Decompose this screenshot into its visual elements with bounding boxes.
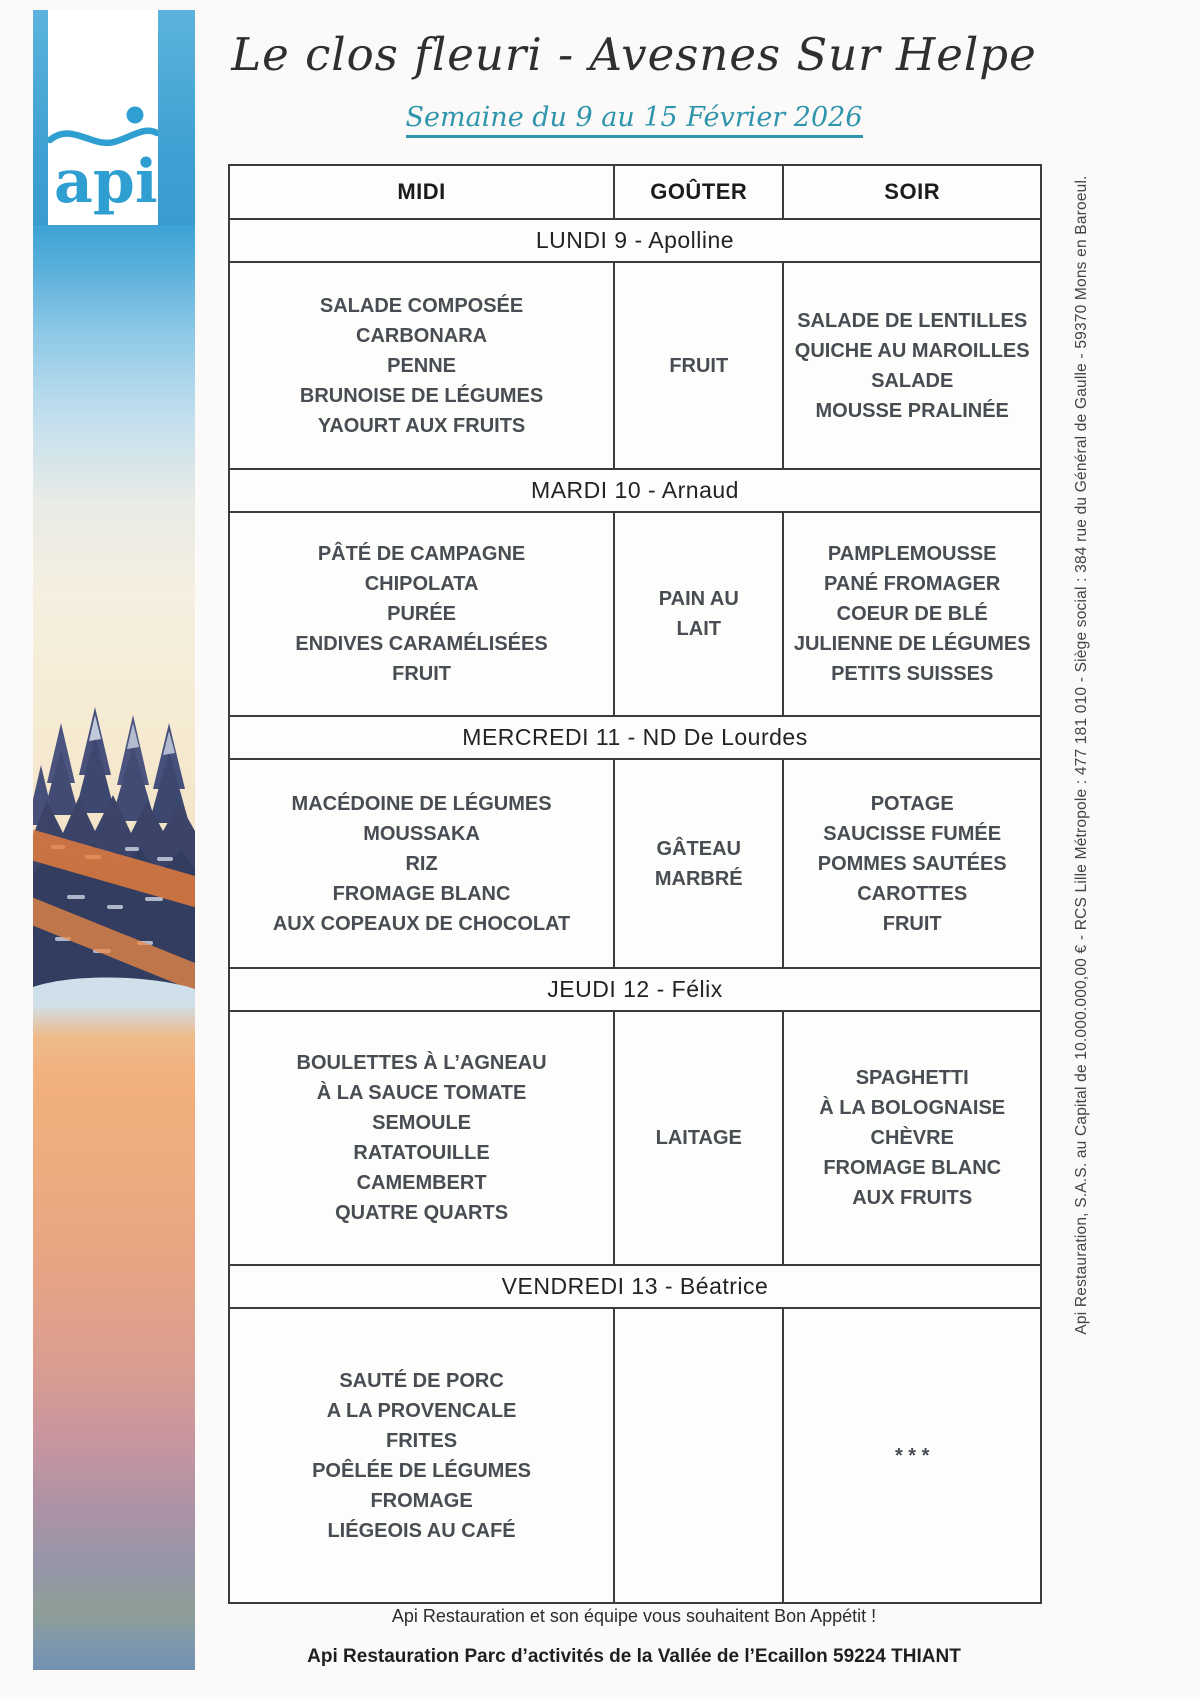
menu-cell-soir [782, 1012, 1040, 1264]
column-header-soir: SOIR [782, 166, 1040, 218]
menu-cell-midi [230, 760, 613, 967]
menu-item-line: MOUSSE PRALINÉE [815, 399, 1009, 422]
menu-item-line: FRUIT [882, 912, 942, 935]
menu-item-line: CAMEMBERT [356, 1172, 487, 1194]
column-header-midi: MIDI [397, 179, 446, 204]
menu-item-line: FRUIT [669, 354, 729, 377]
menu-item-line: À LA BOLOGNAISE [819, 1097, 1006, 1119]
menu-item-line: PANÉ FROMAGER [824, 573, 1001, 595]
menu-content-row [230, 513, 1040, 717]
api-logo [48, 100, 158, 225]
menu-item-line: SAUTÉ DE PORC [339, 1369, 504, 1392]
company-legal-line: Api Restauration, S.A.S. au Capital de 10.000.000,00 € - RCS Lille Métropole : 477 181 010 - Siège social : 384 rue du Général de Gaulle - 59370 Mons en Baroeul. [1073, 175, 1090, 1335]
menu-table [228, 164, 1042, 1604]
menu-item-line: LAIT [676, 618, 721, 640]
snowy-trees-icon [33, 705, 195, 1005]
menu-item-line: QUICHE AU MAROILLES [794, 339, 1030, 362]
menu-item-line: FRITES [386, 1429, 458, 1452]
menu-content-row [230, 760, 1040, 969]
page-title: Le clos fleuri - Avesnes Sur Helpe [231, 28, 1037, 81]
menu-item-line: SAUCISSE FUMÉE [823, 822, 1002, 845]
menu-cell-gouter [613, 263, 782, 468]
menu-item-line: BRUNOISE DE LÉGUMES [299, 384, 544, 407]
menu-cell-gouter [613, 760, 782, 967]
menu-cell-gouter [613, 1309, 782, 1602]
week-subtitle [228, 102, 1040, 133]
menu-cell-soir [782, 263, 1040, 468]
menu-item-line: AUX COPEAUX DE CHOCOLAT [272, 912, 571, 935]
column-header-gouter: GOÛTER [613, 166, 782, 218]
day-header-row: LUNDI 9 - Apolline [230, 220, 1040, 263]
menu-item-line: POTAGE [870, 792, 954, 815]
day-header-row: MERCREDI 11 - ND De Lourdes [230, 717, 1040, 760]
menu-item-line: FRUIT [392, 663, 451, 685]
brand-strip [33, 10, 195, 1670]
menu-item-line: CHÈVRE [870, 1127, 954, 1149]
menu-item-line: COEUR DE BLÉ [836, 603, 988, 625]
menu-cell-midi [230, 513, 613, 715]
menu-item-line: RATATOUILLE [353, 1142, 490, 1164]
footer-address: Api Restauration Parc d’activités de la Vallée de l’Ecaillon 59224 THIANT [307, 1646, 961, 1667]
menu-item-line: ENDIVES CARAMÉLISÉES [295, 633, 548, 655]
menu-cell-midi [230, 1309, 613, 1602]
menu-item-line: FROMAGE [370, 1489, 473, 1512]
menu-item-line: SALADE COMPOSÉE [319, 294, 524, 317]
menu-item-line: SALADE [871, 369, 954, 392]
menu-item-line: AUX FRUITS [852, 1187, 973, 1209]
menu-item-line: PENNE [387, 354, 457, 377]
menu-item-line: CAROTTES [857, 882, 968, 905]
menu-item-line: POMMES SAUTÉES [817, 852, 1007, 875]
menu-item-line: CHIPOLATA [364, 573, 479, 595]
menu-cell-gouter [613, 1012, 782, 1264]
menu-item-line: MACÉDOINE DE LÉGUMES [291, 792, 552, 815]
menu-cell-soir [782, 513, 1040, 715]
api-logo-icon [48, 100, 158, 225]
menu-item-line: QUATRE QUARTS [335, 1202, 509, 1224]
api-logo-text: api [54, 147, 158, 217]
day-header-row: VENDREDI 13 - Béatrice [230, 1266, 1040, 1309]
photo-snowfield-dusk [33, 1445, 195, 1670]
menu-content-row [230, 1012, 1040, 1266]
menu-item-line: SPAGHETTI [855, 1067, 969, 1089]
menu-item-line: JULIENNE DE LÉGUMES [793, 633, 1031, 655]
menu-item-line: PAMPLEMOUSSE [827, 543, 997, 565]
menu-item-line: BOULETTES À L’AGNEAU [296, 1052, 547, 1074]
photo-trees [33, 705, 195, 1005]
menu-item-line: YAOURT AUX FRUITS [317, 414, 526, 437]
day-header-row: MARDI 10 - Arnaud [230, 470, 1040, 513]
menu-item-line: * * * [894, 1444, 930, 1467]
menu-item-line: SEMOULE [372, 1112, 472, 1134]
menu-item-line: GÂTEAU [656, 837, 741, 860]
brand-bar-right [158, 10, 195, 225]
menu-item-line: A LA PROVENCALE [326, 1399, 517, 1422]
week-subtitle-text: Semaine du 9 au 15 Février 2026 [406, 102, 863, 138]
menu-cell-midi [230, 263, 613, 468]
menu-item-line: FROMAGE BLANC [332, 882, 511, 905]
menu-item-line: CARBONARA [356, 324, 488, 347]
menu-item-line: PURÉE [387, 603, 457, 625]
menu-cell-midi [230, 1012, 613, 1264]
menu-item-line: FROMAGE BLANC [823, 1157, 1002, 1179]
menu-item-line: POÊLÉE DE LÉGUMES [312, 1459, 532, 1482]
menu-item-line: RIZ [405, 852, 438, 875]
table-header-row [230, 166, 1040, 220]
day-header-row: JEUDI 12 - Félix [230, 969, 1040, 1012]
footer-bon-appetit: Api Restauration et son équipe vous souhaitent Bon Appétit ! [391, 1606, 877, 1626]
menu-cell-soir [782, 760, 1040, 967]
menu-item-line: À LA SAUCE TOMATE [316, 1082, 527, 1104]
menu-item-line: MOUSSAKA [363, 822, 480, 845]
menu-content-row [230, 1309, 1040, 1602]
menu-content-row [230, 263, 1040, 470]
menu-item-line: SALADE DE LENTILLES [797, 309, 1028, 332]
menu-item-line: MARBRÉ [654, 867, 743, 890]
menu-item-line: PETITS SUISSES [831, 663, 994, 685]
menu-item-line: PÂTÉ DE CAMPAGNE [317, 543, 526, 565]
menu-cell-soir [782, 1309, 1040, 1602]
menu-item-line: PAIN AU [658, 588, 739, 610]
winter-photo [33, 225, 195, 1670]
menu-item-line: LAITAGE [655, 1127, 742, 1149]
photo-snowfield [33, 1005, 195, 1445]
menu-cell-gouter [613, 513, 782, 715]
brand-bar-left [33, 10, 48, 225]
brand-strip-top [33, 10, 195, 225]
menu-item-line: LIÉGEOIS AU CAFÉ [327, 1519, 516, 1542]
photo-sky [33, 225, 195, 705]
